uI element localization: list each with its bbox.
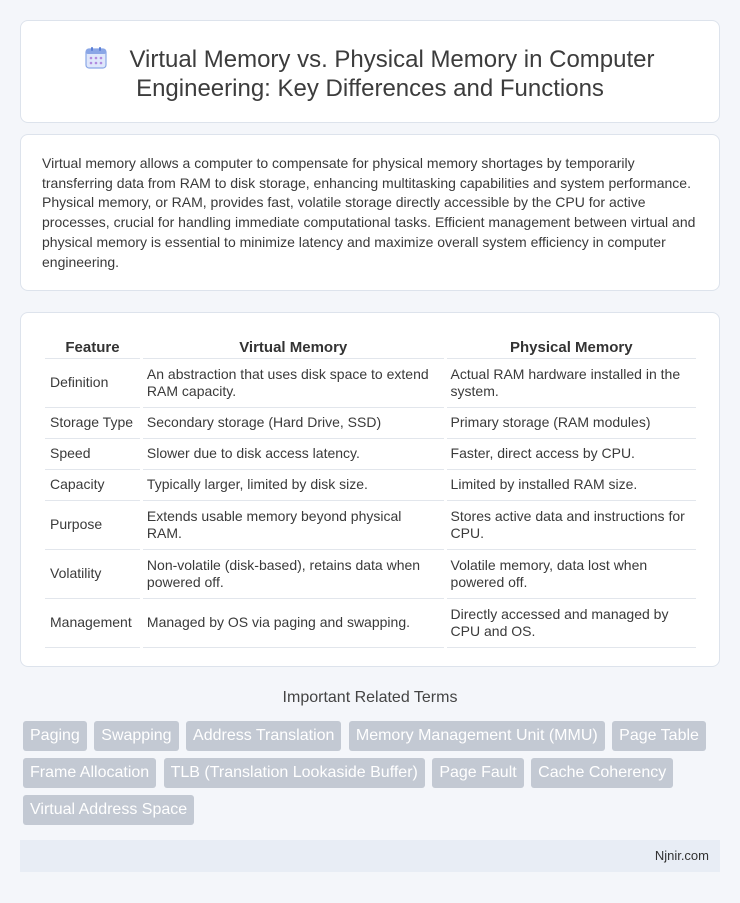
term-tag-tlb[interactable]: TLB (Translation Lookaside Buffer)	[164, 758, 425, 788]
row-physical: Actual RAM hardware installed in the system.	[447, 359, 696, 408]
title-card	[20, 20, 720, 123]
row-virtual: Managed by OS via paging and swapping.	[143, 599, 444, 648]
intro-card	[20, 134, 720, 291]
term-tag-cache-coherency[interactable]: Cache Coherency	[531, 758, 673, 788]
page-title: Virtual Memory vs. Physical Memory in Computer Engineering: Key Differences and Functions	[129, 46, 655, 102]
row-physical: Directly accessed and managed by CPU and OS.	[447, 599, 696, 648]
header-physical-memory: Physical Memory	[447, 332, 696, 359]
row-virtual: Non-volatile (disk-based), retains data when powered off.	[143, 550, 444, 599]
row-feature: Storage Type	[45, 408, 140, 439]
table-row	[45, 470, 696, 501]
row-virtual: Typically larger, limited by disk size.	[143, 470, 444, 501]
comparison-table-card	[20, 312, 720, 667]
term-tag-virtual-address-space[interactable]: Virtual Address Space	[23, 795, 194, 825]
term-tag-frame-allocation[interactable]: Frame Allocation	[23, 758, 156, 788]
row-physical: Volatile memory, data lost when powered off.	[447, 550, 696, 599]
term-tag-paging[interactable]: Paging	[23, 721, 87, 751]
comparison-table	[42, 332, 699, 648]
row-feature: Management	[45, 599, 140, 648]
term-tag-page-table[interactable]: Page Table	[612, 721, 706, 751]
term-tag-address-translation[interactable]: Address Translation	[186, 721, 341, 751]
row-physical: Stores active data and instructions for CPU.	[447, 501, 696, 550]
row-feature: Definition	[45, 359, 140, 408]
term-tag-swapping[interactable]: Swapping	[94, 721, 178, 751]
related-terms-title: Important Related Terms	[282, 689, 458, 706]
row-feature: Capacity	[45, 470, 140, 501]
table-row	[45, 599, 696, 648]
term-tag-page-fault[interactable]: Page Fault	[432, 758, 523, 788]
row-virtual: Secondary storage (Hard Drive, SSD)	[143, 408, 444, 439]
page-title-block	[21, 45, 719, 103]
intro-paragraph: Virtual memory allows a computer to compensate for physical memory shortages by temporarily transferring data from RAM to disk storage, enhancing multitasking capabilities and system performance. Physical memory, or RAM, provides fast, volatile storage directly accessible by the CPU for active processes, crucial for handling immediate computational tasks. Efficient management between virtual and physical memory is essential to minimize latency and maximize overall system efficiency in computer engineering.	[42, 155, 696, 270]
table-row	[45, 408, 696, 439]
row-physical: Faster, direct access by CPU.	[447, 439, 696, 470]
calendar-icon	[85, 47, 107, 69]
table-header-row	[45, 332, 696, 359]
table-row	[45, 501, 696, 550]
header-virtual-memory: Virtual Memory	[143, 332, 444, 359]
footer	[20, 840, 720, 872]
row-virtual: Extends usable memory beyond physical RAM.	[143, 501, 444, 550]
related-terms-list	[23, 721, 723, 832]
term-tag-mmu[interactable]: Memory Management Unit (MMU)	[349, 721, 605, 751]
row-feature: Volatility	[45, 550, 140, 599]
footer-site-link[interactable]: Njnir.com	[654, 848, 709, 863]
table-row	[45, 439, 696, 470]
row-feature: Speed	[45, 439, 140, 470]
row-physical: Primary storage (RAM modules)	[447, 408, 696, 439]
table-row	[45, 550, 696, 599]
header-feature: Feature	[45, 332, 140, 359]
row-virtual: Slower due to disk access latency.	[143, 439, 444, 470]
row-physical: Limited by installed RAM size.	[447, 470, 696, 501]
table-row	[45, 359, 696, 408]
row-feature: Purpose	[45, 501, 140, 550]
row-virtual: An abstraction that uses disk space to extend RAM capacity.	[143, 359, 444, 408]
